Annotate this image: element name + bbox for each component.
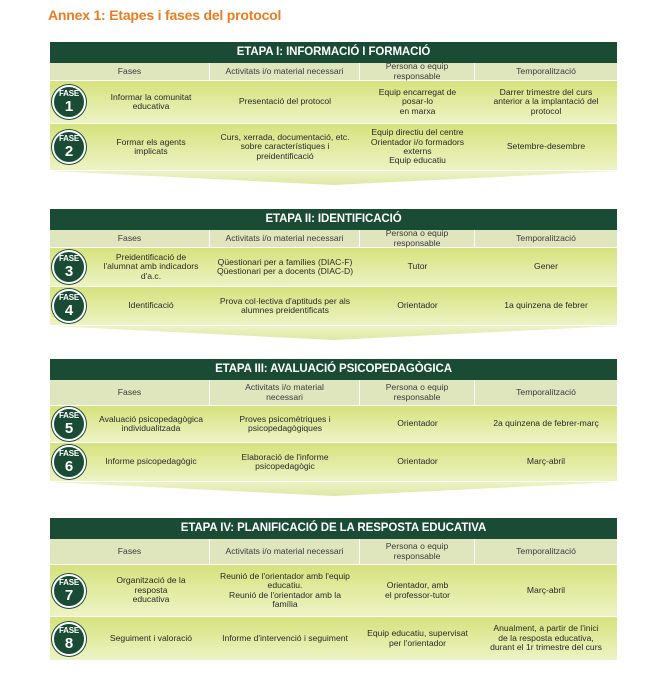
activitats-cell: Prova col·lectiva d'aptituds per als alumnes preidentificats bbox=[219, 295, 351, 315]
column-header-temporalitzacio: Temporalització bbox=[516, 545, 576, 556]
column-header-activitats: Activitats i/o material necessari bbox=[210, 230, 360, 247]
temporalitzacio-cell: Anualment, a partir de l'inici de la resposta educativa, durant el 1r trimestre del curs bbox=[490, 623, 602, 653]
fase-cell: Seguiment i valoració bbox=[109, 632, 193, 643]
table-row bbox=[50, 248, 617, 287]
activitats-cell: Qüestionari per a famílies (DIAC-F) Qüestionari per a docents (DIAC-D) bbox=[216, 256, 354, 276]
column-header-activitats: Activitats i/o material necessari bbox=[210, 380, 360, 405]
fase-cell: Informe psicopedagògic bbox=[105, 456, 197, 467]
fase-badge-label: FASE bbox=[58, 411, 80, 420]
fase-cell: Informar la comunitat educativa bbox=[110, 91, 192, 111]
fase-badge bbox=[52, 250, 86, 284]
fase-badge-number: 8 bbox=[64, 634, 74, 652]
table-row bbox=[50, 443, 617, 482]
fase-badge bbox=[52, 622, 86, 656]
column-header-temporalitzacio: Temporalització bbox=[516, 386, 576, 397]
activitats-cell: Reunió de l'orientador amb l'equip educatiu. Reunió de l'orientador amb la família bbox=[220, 570, 350, 609]
fase-cell: Preidentificació de l'alumnat amb indicadors d'a.c. bbox=[103, 251, 199, 281]
stage-2-table bbox=[50, 209, 617, 340]
stage-header: ETAPA I: INFORMACIÓ I FORMACIÓ bbox=[50, 42, 617, 63]
activitats-cell: Proves psicomètriques i psicopedagògiques bbox=[239, 413, 331, 433]
fase-badge-number: 6 bbox=[64, 458, 74, 475]
responsable-cell: Tutor bbox=[407, 261, 428, 272]
fase-badge bbox=[52, 445, 86, 479]
column-header-responsable: Persona o equip responsable bbox=[360, 63, 475, 80]
activitats-cell: Presentació del protocol bbox=[238, 96, 332, 107]
table-row bbox=[50, 565, 617, 617]
responsable-cell: Equip educatiu, supervisat per l'orientador bbox=[367, 628, 468, 648]
fase-badge-label: FASE bbox=[58, 254, 80, 263]
column-header-responsable: Persona o equip responsable bbox=[360, 380, 475, 405]
fase-badge-number: 4 bbox=[64, 302, 74, 319]
fase-cell: Organització de la resposta educativa bbox=[116, 575, 186, 605]
fase-badge bbox=[52, 574, 86, 608]
temporalitzacio-cell: 2a quinzena de febrer-març bbox=[493, 418, 599, 429]
fase-badge-label: FASE bbox=[58, 293, 80, 302]
stage-1-table bbox=[50, 42, 617, 185]
stage-header: ETAPA IV: PLANIFICACIÓ DE LA RESPOSTA EDUCATIVA bbox=[50, 518, 617, 539]
column-header-responsable: Persona o equip responsable bbox=[360, 539, 475, 564]
table-row bbox=[50, 406, 617, 443]
temporalitzacio-cell: Gener bbox=[534, 261, 558, 272]
table-row bbox=[50, 81, 617, 124]
fase-badge-number: 3 bbox=[64, 263, 74, 280]
column-header-fases: Fases bbox=[50, 380, 210, 405]
responsable-cell: Orientador bbox=[397, 300, 438, 311]
fase-badge-label: FASE bbox=[58, 134, 80, 143]
column-header-activitats: Activitats i/o material necessari bbox=[210, 539, 360, 564]
fase-badge-label: FASE bbox=[58, 89, 80, 98]
fase-badge-number: 7 bbox=[64, 586, 74, 604]
fase-badge-label: FASE bbox=[58, 577, 80, 587]
responsable-cell: Orientador bbox=[397, 418, 438, 429]
page-title: Annex 1: Etapes i fases del protocol bbox=[48, 7, 282, 23]
activitats-cell: Informe d'intervenció i seguiment bbox=[222, 632, 348, 643]
fase-cell: Avaluació psicopedagògica individualitzada bbox=[99, 413, 203, 433]
temporalitzacio-cell: Setembre-desembre bbox=[506, 141, 586, 152]
fase-badge-number: 2 bbox=[64, 143, 74, 160]
column-header-temporalitzacio: Temporalització bbox=[516, 232, 576, 243]
fase-badge bbox=[52, 289, 86, 323]
table-row bbox=[50, 617, 617, 661]
temporalitzacio-cell: Març-abril bbox=[526, 584, 566, 595]
temporalitzacio-cell: Darrer trimestre del curs anterior a la implantació del protocol bbox=[493, 86, 599, 116]
column-header-row bbox=[50, 380, 617, 406]
fase-cell: Formar els agents implicats bbox=[116, 136, 186, 156]
column-header-fases: Fases bbox=[50, 539, 210, 564]
responsable-cell: Equip directiu del centre Orientador i/o formadors externs Equip educatiu bbox=[370, 127, 465, 166]
responsable-cell: Equip encarregat de posar-lo en marxa bbox=[378, 86, 457, 116]
column-header-fases: Fases bbox=[50, 230, 210, 247]
column-header-responsable: Persona o equip responsable bbox=[360, 230, 475, 247]
stage-arrow bbox=[50, 171, 617, 185]
fase-cell: Identificació bbox=[128, 300, 174, 311]
fase-badge bbox=[52, 130, 86, 164]
stage-4-table bbox=[50, 518, 617, 661]
table-row bbox=[50, 124, 617, 171]
fase-badge-label: FASE bbox=[58, 625, 80, 635]
column-header-temporalitzacio: Temporalització bbox=[516, 65, 576, 76]
column-header-fases: Fases bbox=[50, 63, 210, 80]
fase-badge bbox=[52, 407, 86, 441]
column-header-activitats: Activitats i/o material necessari bbox=[210, 63, 360, 80]
stage-header: ETAPA III: AVALUACIÓ PSICOPEDAGÒGICA bbox=[50, 359, 617, 380]
activitats-cell: Elaboració de l'informe psicopedagògic bbox=[241, 451, 329, 471]
activitats-cell: Curs, xerrada, documentació, etc. sobre característiques i preidentificació bbox=[220, 131, 350, 161]
column-header-row bbox=[50, 63, 617, 81]
stage-arrow bbox=[50, 326, 617, 340]
table-row bbox=[50, 287, 617, 326]
fase-badge-number: 5 bbox=[64, 420, 74, 437]
stage-arrow bbox=[50, 482, 617, 496]
temporalitzacio-cell: Març-abril bbox=[526, 456, 566, 467]
responsable-cell: Orientador, amb el professor-tutor bbox=[385, 580, 450, 600]
stage-3-table bbox=[50, 359, 617, 496]
fase-badge-label: FASE bbox=[58, 449, 80, 458]
responsable-cell: Orientador bbox=[397, 456, 438, 467]
column-header-row bbox=[50, 539, 617, 565]
stage-header: ETAPA II: IDENTIFICACIÓ bbox=[50, 209, 617, 230]
fase-badge-number: 1 bbox=[64, 98, 74, 115]
column-header-row bbox=[50, 230, 617, 248]
fase-badge bbox=[52, 85, 86, 119]
temporalitzacio-cell: 1a quinzena de febrer bbox=[504, 300, 588, 311]
